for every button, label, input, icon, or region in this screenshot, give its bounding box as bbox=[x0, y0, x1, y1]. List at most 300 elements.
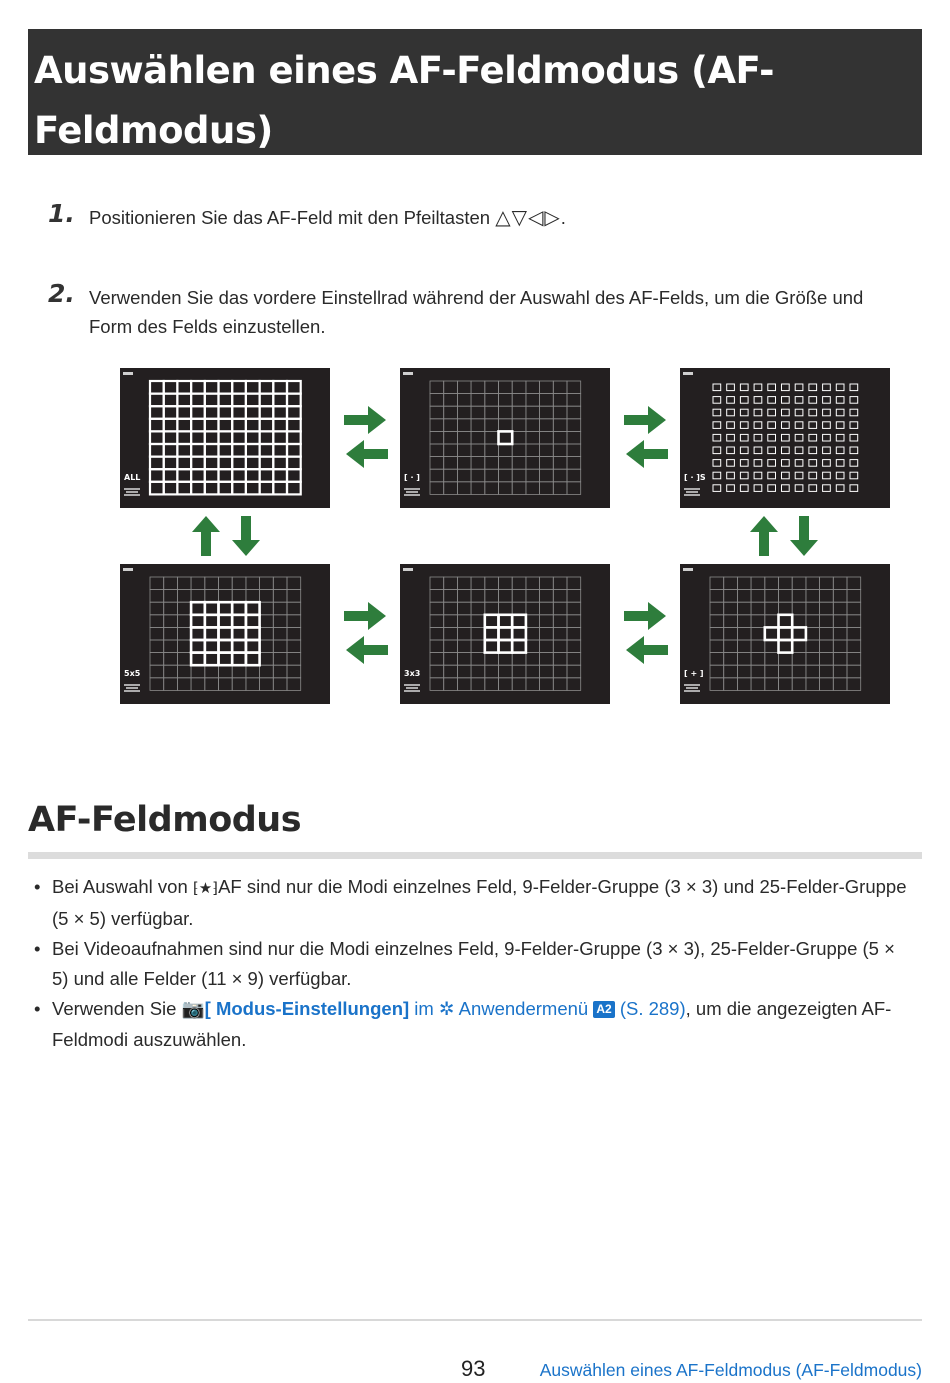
af-small-cell bbox=[727, 447, 735, 454]
af-cell bbox=[751, 653, 765, 666]
af-cell bbox=[444, 577, 458, 590]
af-cell bbox=[191, 469, 205, 482]
af-cell bbox=[526, 615, 540, 628]
af-active-cell bbox=[499, 431, 513, 444]
af-cell bbox=[553, 419, 567, 432]
af-cell bbox=[540, 394, 554, 407]
af-cell bbox=[540, 419, 554, 432]
af-cell bbox=[567, 419, 581, 432]
af-cell bbox=[737, 602, 751, 615]
af-cell bbox=[430, 627, 444, 640]
af-cell bbox=[567, 640, 581, 653]
af-cell bbox=[567, 602, 581, 615]
af-cell bbox=[177, 602, 191, 615]
af-cell bbox=[191, 678, 205, 691]
af-cell bbox=[553, 394, 567, 407]
af-cell bbox=[444, 431, 458, 444]
af-cell bbox=[287, 394, 301, 407]
af-cell bbox=[553, 381, 567, 394]
af-cell bbox=[444, 678, 458, 691]
af-cell bbox=[792, 602, 806, 615]
af-cell bbox=[567, 653, 581, 666]
af-small-cell bbox=[754, 434, 762, 441]
af-cell bbox=[191, 444, 205, 457]
af-cell bbox=[512, 394, 526, 407]
af-active-cell bbox=[205, 602, 219, 615]
af-cell bbox=[246, 640, 260, 653]
af-cell bbox=[512, 431, 526, 444]
af-cell bbox=[457, 678, 471, 691]
af-cell bbox=[485, 469, 499, 482]
af-cell bbox=[751, 627, 765, 640]
af-cell bbox=[273, 627, 287, 640]
af-cell bbox=[177, 406, 191, 419]
af-cell bbox=[820, 615, 834, 628]
af-small-cell bbox=[836, 472, 844, 479]
af-cell bbox=[232, 406, 246, 419]
af-cell bbox=[833, 590, 847, 603]
af-small-cell bbox=[768, 460, 776, 467]
af-mode-icon bbox=[404, 489, 420, 495]
af-cell bbox=[260, 627, 274, 640]
af-cell bbox=[526, 419, 540, 432]
af-small-cell bbox=[836, 384, 844, 391]
af-cell bbox=[499, 590, 513, 603]
af-small-cell bbox=[836, 460, 844, 467]
af-cell bbox=[219, 444, 233, 457]
af-cell bbox=[205, 457, 219, 470]
af-small-cell bbox=[713, 409, 721, 416]
af-small-cell bbox=[727, 434, 735, 441]
af-cell bbox=[205, 431, 219, 444]
af-cell bbox=[779, 590, 793, 603]
af-cell bbox=[430, 640, 444, 653]
af-active-cell bbox=[191, 653, 205, 666]
af-cell bbox=[191, 419, 205, 432]
screen-small-target bbox=[680, 368, 890, 508]
af-cell bbox=[164, 590, 178, 603]
af-cell bbox=[273, 590, 287, 603]
af-small-cell bbox=[740, 434, 748, 441]
af-active-cell bbox=[219, 627, 233, 640]
af-cell bbox=[273, 665, 287, 678]
af-cell bbox=[567, 394, 581, 407]
af-cell bbox=[232, 653, 246, 666]
af-cell bbox=[246, 627, 260, 640]
af-cell bbox=[260, 419, 274, 432]
af-cell bbox=[150, 590, 164, 603]
af-cell bbox=[485, 590, 499, 603]
step-1-end: . bbox=[560, 207, 566, 228]
af-cell bbox=[512, 602, 526, 615]
custom-menu-link[interactable] bbox=[439, 998, 686, 1019]
af-cell bbox=[273, 602, 287, 615]
af-cell bbox=[847, 678, 861, 691]
footer-chapter-link[interactable]: Auswählen eines AF-Feldmodus (AF-Feldmodus) bbox=[539, 1360, 922, 1380]
af-cell bbox=[833, 577, 847, 590]
af-cell bbox=[232, 615, 246, 628]
af-cell bbox=[779, 665, 793, 678]
af-cell bbox=[430, 381, 444, 394]
af-small-cell bbox=[740, 409, 748, 416]
af-small-cell bbox=[850, 485, 858, 492]
af-cell bbox=[553, 602, 567, 615]
af-cell bbox=[246, 381, 260, 394]
af-cell bbox=[287, 469, 301, 482]
af-cell bbox=[273, 457, 287, 470]
af-active-cell bbox=[205, 615, 219, 628]
af-cell bbox=[806, 653, 820, 666]
af-cell bbox=[512, 469, 526, 482]
af-cell bbox=[177, 627, 191, 640]
af-active-cell bbox=[485, 627, 499, 640]
af-small-cell bbox=[809, 434, 817, 441]
af-cell bbox=[751, 590, 765, 603]
battery-icon bbox=[403, 568, 413, 571]
af-cell bbox=[444, 482, 458, 495]
af-cell bbox=[553, 457, 567, 470]
af-small-cell bbox=[727, 422, 735, 429]
af-cell bbox=[526, 381, 540, 394]
af-cell bbox=[177, 482, 191, 495]
af-cell bbox=[471, 419, 485, 432]
af-active-cell bbox=[512, 640, 526, 653]
af-cell bbox=[779, 640, 793, 653]
af-small-cell bbox=[713, 422, 721, 429]
af-cell bbox=[457, 406, 471, 419]
af-cell bbox=[287, 602, 301, 615]
screen-all-targets bbox=[120, 368, 330, 508]
af-small-cell bbox=[727, 472, 735, 479]
af-cell bbox=[485, 431, 499, 444]
af-cell bbox=[287, 577, 301, 590]
af-cell bbox=[847, 577, 861, 590]
af-small-cell bbox=[782, 422, 790, 429]
af-cell bbox=[164, 602, 178, 615]
page-reference-link[interactable]: (S. 289) bbox=[619, 998, 686, 1019]
af-cell bbox=[765, 653, 779, 666]
af-mode-icon bbox=[684, 489, 700, 495]
af-cell bbox=[444, 640, 458, 653]
af-cell bbox=[499, 406, 513, 419]
af-cell bbox=[164, 457, 178, 470]
af-cell bbox=[457, 381, 471, 394]
af-cell bbox=[724, 602, 738, 615]
af-cell bbox=[219, 665, 233, 678]
af-cell bbox=[246, 469, 260, 482]
arrow-keys-icon: △▽◁▷ bbox=[495, 205, 561, 229]
af-cell bbox=[246, 406, 260, 419]
af-cell bbox=[164, 678, 178, 691]
af-cell bbox=[553, 482, 567, 495]
af-cell bbox=[205, 469, 219, 482]
af-cell bbox=[150, 469, 164, 482]
af-cell bbox=[177, 678, 191, 691]
af-mode-icon bbox=[124, 685, 140, 691]
af-small-cell bbox=[768, 422, 776, 429]
gear-icon: ✲ bbox=[438, 999, 455, 1020]
af-cell bbox=[457, 590, 471, 603]
af-small-cell bbox=[713, 384, 721, 391]
af-cell bbox=[485, 381, 499, 394]
af-cell bbox=[164, 653, 178, 666]
af-cell bbox=[499, 665, 513, 678]
af-cell bbox=[485, 627, 499, 640]
af-cell bbox=[219, 394, 233, 407]
list-item: • Verwenden Sie 📷[ Modus-Einstellungen] im ✲ Anwendermenü A2 (S. 289), um die angezeigten AF-Feldmodi auszuwählen. bbox=[34, 998, 892, 1050]
af-cell bbox=[471, 469, 485, 482]
af-cell bbox=[553, 590, 567, 603]
af-cell bbox=[499, 394, 513, 407]
af-cell bbox=[287, 457, 301, 470]
af-small-cell bbox=[836, 422, 844, 429]
af-cell bbox=[471, 590, 485, 603]
af-cell bbox=[485, 419, 499, 432]
af-cell bbox=[499, 381, 513, 394]
af-cell bbox=[191, 482, 205, 495]
af-cell bbox=[512, 381, 526, 394]
af-small-cell bbox=[809, 384, 817, 391]
af-cell bbox=[205, 602, 219, 615]
af-cell bbox=[164, 431, 178, 444]
af-cell bbox=[444, 602, 458, 615]
af-cell bbox=[540, 457, 554, 470]
af-cell bbox=[219, 640, 233, 653]
af-cell bbox=[150, 627, 164, 640]
af-cell bbox=[273, 419, 287, 432]
af-small-cell bbox=[768, 485, 776, 492]
af-cell bbox=[485, 653, 499, 666]
af-cell bbox=[779, 627, 793, 640]
af-cell bbox=[232, 381, 246, 394]
af-active-cell bbox=[205, 627, 219, 640]
af-small-cell bbox=[727, 485, 735, 492]
af-cell bbox=[779, 577, 793, 590]
af-cell bbox=[287, 678, 301, 691]
swap-arrows-icon bbox=[342, 400, 390, 474]
af-cell bbox=[232, 577, 246, 590]
af-cell bbox=[430, 653, 444, 666]
af-cell bbox=[150, 665, 164, 678]
af-cell bbox=[219, 678, 233, 691]
af-cell bbox=[765, 577, 779, 590]
bullet-text: Verwenden Sie bbox=[52, 998, 182, 1019]
af-cell bbox=[765, 590, 779, 603]
af-small-cell bbox=[754, 472, 762, 479]
af-cell bbox=[177, 457, 191, 470]
af-cell bbox=[150, 653, 164, 666]
af-small-cell bbox=[782, 485, 790, 492]
af-cell bbox=[287, 665, 301, 678]
af-cell bbox=[765, 678, 779, 691]
af-cell bbox=[779, 615, 793, 628]
af-cell bbox=[191, 615, 205, 628]
af-cell bbox=[485, 640, 499, 653]
af-cell bbox=[540, 431, 554, 444]
af-cell bbox=[710, 627, 724, 640]
af-small-cell bbox=[713, 460, 721, 467]
af-cell bbox=[567, 444, 581, 457]
af-cell bbox=[164, 577, 178, 590]
af-cell bbox=[512, 482, 526, 495]
screen-single-target bbox=[400, 368, 610, 508]
af-cell bbox=[205, 640, 219, 653]
af-cell bbox=[737, 615, 751, 628]
af-cell bbox=[540, 615, 554, 628]
af-cell bbox=[191, 640, 205, 653]
af-cell bbox=[430, 419, 444, 432]
af-active-cell bbox=[191, 615, 205, 628]
af-mode-indicator: [ + ] bbox=[684, 669, 704, 678]
af-cell bbox=[219, 419, 233, 432]
af-cell bbox=[512, 590, 526, 603]
af-cell bbox=[205, 678, 219, 691]
af-cell bbox=[457, 469, 471, 482]
af-cell bbox=[457, 457, 471, 470]
af-cell bbox=[779, 602, 793, 615]
af-active-cell bbox=[219, 602, 233, 615]
af-cell bbox=[751, 615, 765, 628]
af-cell bbox=[724, 577, 738, 590]
af-cell bbox=[499, 431, 513, 444]
af-cell bbox=[219, 431, 233, 444]
af-cell bbox=[526, 590, 540, 603]
af-cell bbox=[246, 678, 260, 691]
af-small-cell bbox=[850, 460, 858, 467]
af-active-cell bbox=[499, 640, 513, 653]
af-small-cell bbox=[754, 409, 762, 416]
af-cell bbox=[457, 419, 471, 432]
af-cell bbox=[540, 590, 554, 603]
af-cell bbox=[164, 444, 178, 457]
af-small-cell bbox=[768, 409, 776, 416]
af-cell bbox=[499, 482, 513, 495]
af-small-cell bbox=[713, 447, 721, 454]
af-small-cell bbox=[823, 397, 831, 404]
af-cell bbox=[820, 577, 834, 590]
af-cell bbox=[260, 406, 274, 419]
af-cell bbox=[219, 457, 233, 470]
af-cell bbox=[553, 444, 567, 457]
af-cell bbox=[833, 653, 847, 666]
af-cell bbox=[512, 577, 526, 590]
af-cell bbox=[246, 394, 260, 407]
af-small-cell bbox=[768, 397, 776, 404]
af-cell bbox=[177, 653, 191, 666]
af-cell bbox=[444, 394, 458, 407]
af-cell bbox=[485, 678, 499, 691]
af-small-cell bbox=[823, 434, 831, 441]
af-cell bbox=[444, 457, 458, 470]
af-cell bbox=[471, 457, 485, 470]
af-active-cell bbox=[219, 653, 233, 666]
af-small-cell bbox=[740, 397, 748, 404]
af-cell bbox=[219, 653, 233, 666]
af-small-cell bbox=[823, 409, 831, 416]
af-small-cell bbox=[782, 472, 790, 479]
section-divider bbox=[28, 852, 922, 859]
af-cell bbox=[150, 482, 164, 495]
af-cell bbox=[260, 431, 274, 444]
af-cell bbox=[540, 653, 554, 666]
af-cell bbox=[485, 602, 499, 615]
af-cell bbox=[471, 640, 485, 653]
af-cell bbox=[444, 406, 458, 419]
af-cell bbox=[232, 627, 246, 640]
af-cell bbox=[567, 615, 581, 628]
bullet-list bbox=[34, 872, 909, 1055]
af-cell bbox=[457, 394, 471, 407]
af-cell bbox=[246, 602, 260, 615]
af-cell bbox=[485, 482, 499, 495]
af-cell bbox=[219, 577, 233, 590]
af-small-cell bbox=[836, 434, 844, 441]
af-small-cell bbox=[727, 384, 735, 391]
step-1-text: Positionieren Sie das AF-Feld mit den Pfeiltasten bbox=[89, 207, 491, 228]
af-cell bbox=[164, 482, 178, 495]
battery-icon bbox=[403, 372, 413, 375]
af-cell bbox=[567, 627, 581, 640]
af-cell bbox=[260, 577, 274, 590]
af-active-cell bbox=[246, 640, 260, 653]
af-cell bbox=[553, 577, 567, 590]
af-cell bbox=[457, 653, 471, 666]
af-cell bbox=[512, 627, 526, 640]
af-small-cell bbox=[713, 472, 721, 479]
af-cell bbox=[260, 678, 274, 691]
af-cell bbox=[205, 394, 219, 407]
af-cell bbox=[779, 678, 793, 691]
af-cell bbox=[430, 431, 444, 444]
af-cell bbox=[485, 394, 499, 407]
af-cell bbox=[820, 640, 834, 653]
af-small-cell bbox=[795, 384, 803, 391]
mode-settings-link[interactable] bbox=[182, 998, 410, 1019]
af-cell bbox=[150, 457, 164, 470]
face-priority-af-icon: ⁅★⁆ bbox=[192, 879, 219, 897]
af-small-cell bbox=[740, 485, 748, 492]
af-cell bbox=[567, 469, 581, 482]
battery-icon bbox=[123, 372, 133, 375]
step-number: 1. bbox=[48, 199, 75, 228]
af-cell bbox=[567, 577, 581, 590]
af-cell bbox=[567, 406, 581, 419]
af-small-cell bbox=[795, 422, 803, 429]
af-cell bbox=[724, 678, 738, 691]
af-cell bbox=[205, 444, 219, 457]
af-mode-icon bbox=[404, 685, 420, 691]
af-small-cell bbox=[754, 397, 762, 404]
bullet-text: AF sind nur die Modi einzelnes Feld, 9-Felder-Gruppe (3 × 3) und 25-Felder-Gruppe (5 × 5) verfügbar. bbox=[52, 876, 907, 929]
af-cell bbox=[724, 627, 738, 640]
af-cell bbox=[540, 665, 554, 678]
af-active-cell bbox=[499, 627, 513, 640]
af-cell bbox=[164, 381, 178, 394]
af-cell bbox=[567, 431, 581, 444]
af-cell bbox=[471, 406, 485, 419]
af-small-cell bbox=[768, 447, 776, 454]
af-cell bbox=[430, 665, 444, 678]
af-cell bbox=[526, 394, 540, 407]
af-cell bbox=[779, 653, 793, 666]
af-cell bbox=[526, 665, 540, 678]
af-cell bbox=[177, 590, 191, 603]
af-small-cell bbox=[740, 447, 748, 454]
af-small-cell bbox=[782, 447, 790, 454]
af-cell bbox=[540, 577, 554, 590]
af-cell bbox=[847, 627, 861, 640]
af-active-cell bbox=[485, 615, 499, 628]
